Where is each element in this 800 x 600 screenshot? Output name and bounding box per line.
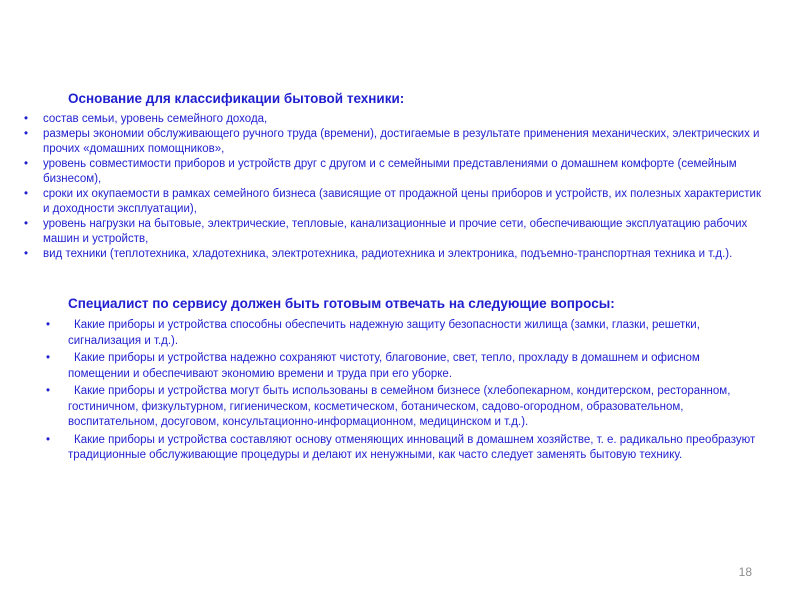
list-item-text: Какие приборы и устройства способны обеспечить надежную защиту безопасности жилища (замки, глазки, решетки, сигнализация и т.д.). [68,319,700,347]
list-item: • уровень совместимости приборов и устройств друг с другом и с семейными представлениями о домашнем комфорте (семейным бизнесом), [24,157,764,187]
questions-heading: Специалист по сервису должен быть готовым отвечать на следующие вопросы: [68,296,615,311]
classification-list [24,112,764,262]
page-number: 18 [738,565,752,579]
list-item [48,318,760,349]
list-item-text: Какие приборы и устройства надежно сохраняют чистоту, благовоние, свет, тепло, прохладу в домашнем и офисном помещении и обеспечивают экономию времени и труда при его уборке. [68,352,700,380]
list-item: • вид техники (теплотехника, хладотехника, электротехника, радиотехника и электроника, подъемно-транспортная техника и т.д.). [24,247,764,262]
classification-heading: Основание для классификации бытовой техники: [68,91,405,106]
list-item [48,433,760,464]
list-item-text: Какие приборы и устройства составляют основу отменяющих инноваций в домашнем хозяйстве, т. е. радикально преобразуют традиционные обслуживающие процедуры и делают их ненужными, как часто следует заменять бытовую технику. [68,433,756,461]
list-item: • состав семьи, уровень семейного дохода, [24,112,764,127]
list-item [48,351,760,382]
questions-list [48,318,760,466]
list-item: • размеры экономии обслуживающего ручного труда (времени), достигаемые в результате применения механических, электрических и прочих «домашних помощников», [24,127,764,157]
list-item: • уровень нагрузки на бытовые, электрические, тепловые, канализационные и прочие сети, обеспечивающие эксплуатацию рабочих машин и устройств, [24,217,764,247]
list-item: • сроки их окупаемости в рамках семейного бизнеса (зависящие от продажной цены приборов и устройств, их полезных характеристик и доходности эксплуатации), [24,187,764,217]
list-item [48,384,760,431]
list-item-text: Какие приборы и устройства могут быть использованы в семейном бизнесе (хлебопекарном, кондитерском, ресторанном, гостиничном, физкультурном, гигиеническом, косметическом, ботаническом, садово-огородном, образовательном, воспитательном, досуговом, консультационно-информационном, медицинском и т.д.). [68,385,731,428]
